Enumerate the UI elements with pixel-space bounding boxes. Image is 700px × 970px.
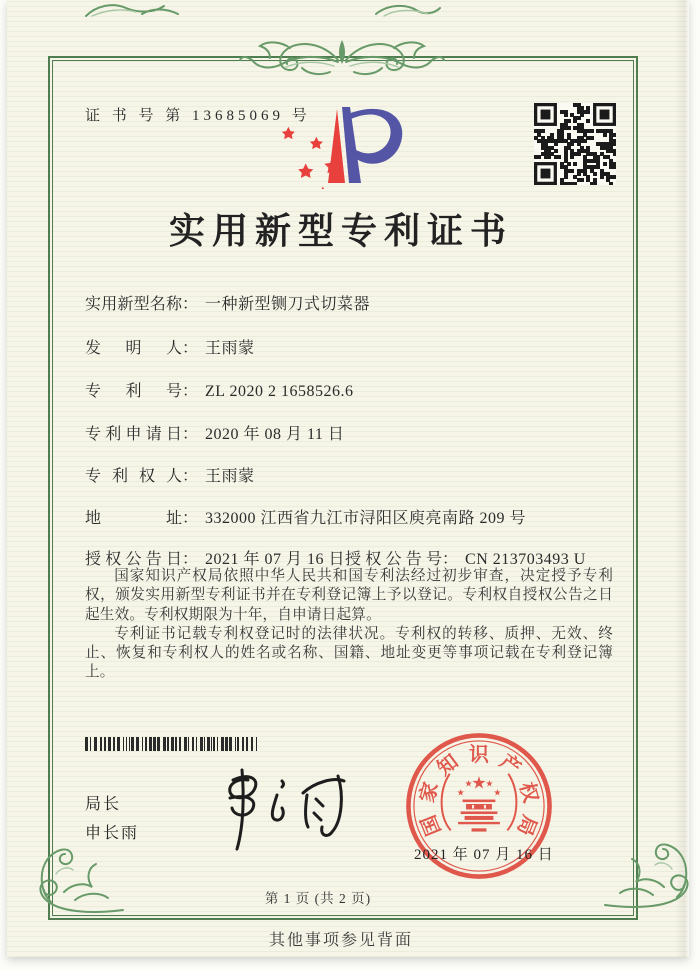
field-row-patentee: 专利权人： 王雨蒙 bbox=[85, 463, 625, 485]
barcode-icon bbox=[85, 737, 257, 751]
svg-text:家: 家 bbox=[416, 779, 443, 805]
page-number: 第 1 页 (共 2 页) bbox=[264, 891, 372, 906]
national-emblem bbox=[442, 774, 517, 832]
field-grant-number: 授权公告号： CN 213703493 U bbox=[345, 546, 586, 569]
certificate-number: 证 书 号 第 13685069 号 bbox=[85, 108, 311, 124]
field-label: 授权公告号 bbox=[345, 551, 442, 568]
seal-date: 2021 年 07 月 16 日 bbox=[414, 847, 554, 863]
field-row-grant: 授权公告日： 2021 年 07 月 16 日 授权公告号： CN 213703493 U bbox=[85, 546, 625, 568]
qr-code-icon bbox=[534, 103, 616, 185]
top-center-flourish bbox=[238, 36, 446, 78]
field-value: 一种新型铡刀式切菜器 bbox=[205, 296, 371, 313]
field-row-inventor: 发明人： 王雨蒙 bbox=[85, 335, 625, 357]
field-row-patent-number: 专利号： ZL 2020 2 1658526.6 bbox=[85, 378, 625, 400]
field-row-invention-name: 实用新型名称： 一种新型铡刀式切菜器 bbox=[85, 291, 625, 313]
svg-text:局: 局 bbox=[512, 811, 541, 839]
svg-text:★: ★ bbox=[464, 778, 473, 789]
svg-text:★: ★ bbox=[485, 778, 494, 789]
svg-text:★: ★ bbox=[456, 787, 465, 798]
svg-text:产: 产 bbox=[495, 750, 525, 781]
field-label: 专利权人 bbox=[85, 468, 182, 485]
svg-text:知: 知 bbox=[433, 750, 463, 781]
field-value: CN 213703493 U bbox=[465, 551, 586, 568]
field-row-address: 地址： 332000 江西省九江市浔阳区庾亮南路 209 号 bbox=[85, 505, 625, 527]
legal-paragraph-1: 国家知识产权局依照中华人民共和国专利法经过初步审查，决定授予专利权，颁发实用新型专利证书并在专利登记簿上予以登记。专利权自授权公告之日起生效。专利权期限为十年，自申请日起算。 bbox=[85, 568, 613, 623]
field-label: 实用新型名称 bbox=[85, 296, 182, 313]
legal-text bbox=[85, 567, 613, 683]
top-right-ornament-fragment bbox=[372, 0, 442, 17]
field-value: 王雨蒙 bbox=[205, 468, 255, 485]
field-value: 王雨蒙 bbox=[205, 340, 255, 357]
svg-text:权: 权 bbox=[515, 779, 542, 805]
field-value: 2021 年 07 月 16 日 bbox=[205, 551, 346, 568]
svg-text:国: 国 bbox=[417, 811, 446, 839]
field-label: 专利号 bbox=[85, 383, 182, 400]
field-value: 2020 年 08 月 11 日 bbox=[205, 426, 345, 443]
svg-text:★: ★ bbox=[493, 787, 502, 798]
cnipa-logo-icon bbox=[282, 101, 447, 189]
field-label: 发明人 bbox=[85, 340, 182, 357]
top-left-ornament-fragment bbox=[82, 0, 182, 17]
field-label: 地址 bbox=[85, 510, 182, 527]
svg-text:识: 识 bbox=[469, 743, 489, 766]
certificate-title: 实用新型专利证书 bbox=[168, 211, 513, 251]
reverse-side-note: 其他事项参见背面 bbox=[268, 932, 413, 949]
officer-name: 申长雨 bbox=[85, 825, 140, 842]
field-row-filing-date: 专利申请日： 2020 年 08 月 11 日 bbox=[85, 421, 625, 443]
field-value: ZL 2020 2 1658526.6 bbox=[205, 383, 354, 400]
officer-title: 局长 bbox=[85, 796, 122, 813]
field-label: 授权公告日 bbox=[85, 551, 182, 568]
bottom-right-corner-flourish bbox=[603, 833, 698, 913]
handwritten-signature-icon bbox=[203, 763, 358, 859]
field-label: 专利申请日 bbox=[85, 426, 182, 443]
legal-paragraph-2: 专利证书记载专利权登记时的法律状况。专利权的转移、质押、无效、终止、恢复和专利权人的姓名或名称、国籍、地址变更等事项记载在专利登记簿上。 bbox=[85, 625, 613, 681]
svg-text:★: ★ bbox=[471, 773, 487, 793]
field-value: 332000 江西省九江市浔阳区庾亮南路 209 号 bbox=[205, 510, 527, 527]
